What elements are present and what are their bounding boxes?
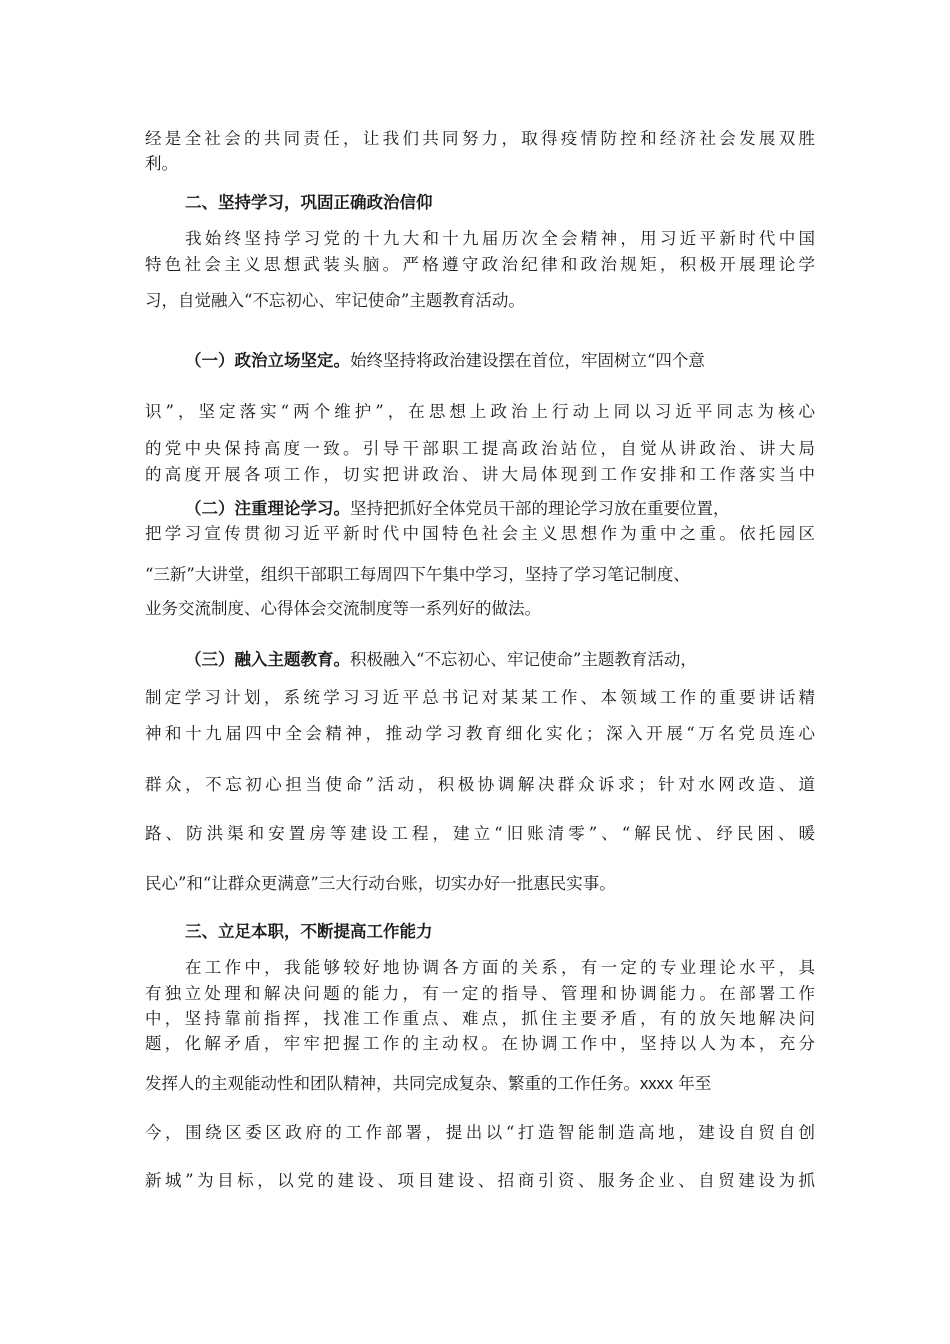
year-placeholder: xxxx (640, 1075, 673, 1093)
text-segment: 年至 (678, 1074, 712, 1093)
text-line: 的高度开展各项工作，切实把讲政治、讲大局体现到工作安排和工作落实当中 (145, 465, 815, 484)
paragraph-text: 积极融入“不忘初心、牢记使命”主题教育活动， (350, 650, 697, 669)
paragraph-text: 始终坚持将政治建设摆在首位，牢固树立“四个意 (350, 351, 705, 370)
text-line: “三新”大讲堂，组织干部职工每周四下午集中学习，坚持了学习笔记制度、 (145, 565, 690, 584)
paragraph-line (185, 648, 815, 674)
text-line: 题，化解矛盾，牢牢把握工作的主动权。在协调工作中，坚持以人为本，充分 (145, 1034, 815, 1053)
text-line: 有独立处理和解决问题的能力，有一定的指导、管理和协调能力。在部署工作 (145, 984, 815, 1003)
text-line: 我始终坚持学习党的十九大和十九届历次全会精神，用习近平新时代中国 (185, 229, 815, 248)
text-line: 的党中央保持高度一致。引导干部职工提高政治站位，自觉从讲政治、讲大局 (145, 439, 815, 458)
section-heading-3: 三、立足本职，不断提高工作能力 (185, 922, 433, 941)
text-line: 制定学习计划，系统学习习近平总书记对某某工作、本领域工作的重要讲话精 (145, 688, 815, 707)
text-line: 经是全社会的共同责任，让我们共同努力，取得疫情防控和经济社会发展双胜 (145, 129, 815, 148)
paragraph-lead: （二）注重理论学习。 (185, 499, 350, 518)
text-line: 在工作中，我能够较好地协调各方面的关系，有一定的专业理论水平，具 (185, 958, 815, 977)
paragraph-line (185, 349, 815, 375)
text-line: 路、防洪渠和安置房等建设工程，建立“旧账清零”、“解民忧、纾民困、暖 (145, 824, 815, 843)
text-line: 今，围绕区委区政府的工作部署，提出以“打造智能制造高地，建设自贸自创 (145, 1123, 815, 1142)
text-line: 业务交流制度、心得体会交流制度等一系列好的做法。 (145, 599, 541, 618)
text-line: 特色社会主义思想武装头脑。严格遵守政治纪律和政治规矩，积极开展理论学 (145, 255, 815, 274)
paragraph-line (185, 497, 815, 523)
text-line: 把学习宣传贯彻习近平新时代中国特色社会主义思想作为重中之重。依托园区 (145, 524, 815, 543)
text-line: 中，坚持靠前指挥，找准工作重点、难点，抓住主要矛盾，有的放矢地解决问 (145, 1009, 815, 1028)
text-line: 利。 (145, 154, 178, 173)
section-heading-2: 二、坚持学习，巩固正确政治信仰 (185, 193, 433, 212)
text-line: 神和十九届四中全会精神，推动学习教育细化实化；深入开展“万名党员连心 (145, 724, 815, 743)
paragraph-lead: （三）融入主题教育。 (185, 650, 350, 669)
text-line: 识”，坚定落实“两个维护”，在思想上政治上行动上同以习近平同志为核心 (145, 402, 815, 421)
text-line: 新城”为目标，以党的建设、项目建设、招商引资、服务企业、自贸建设为抓 (145, 1171, 815, 1190)
paragraph-line (145, 1072, 815, 1098)
text-line: 群众，不忘初心担当使命”活动，积极协调解决群众诉求；针对水网改造、道 (145, 775, 815, 794)
paragraph-lead: （一）政治立场坚定。 (185, 351, 350, 370)
text-segment: 发挥人的主观能动性和团队精神，共同完成复杂、繁重的工作任务。 (145, 1074, 640, 1093)
text-line: 民心”和“让群众更满意”三大行动台账，切实办好一批惠民实事。 (145, 874, 616, 893)
text-line: 习，自觉融入“不忘初心、牢记使命”主题教育活动。 (145, 291, 525, 310)
paragraph-text: 坚持把抓好全体党员干部的理论学习放在重要位置， (350, 499, 730, 518)
